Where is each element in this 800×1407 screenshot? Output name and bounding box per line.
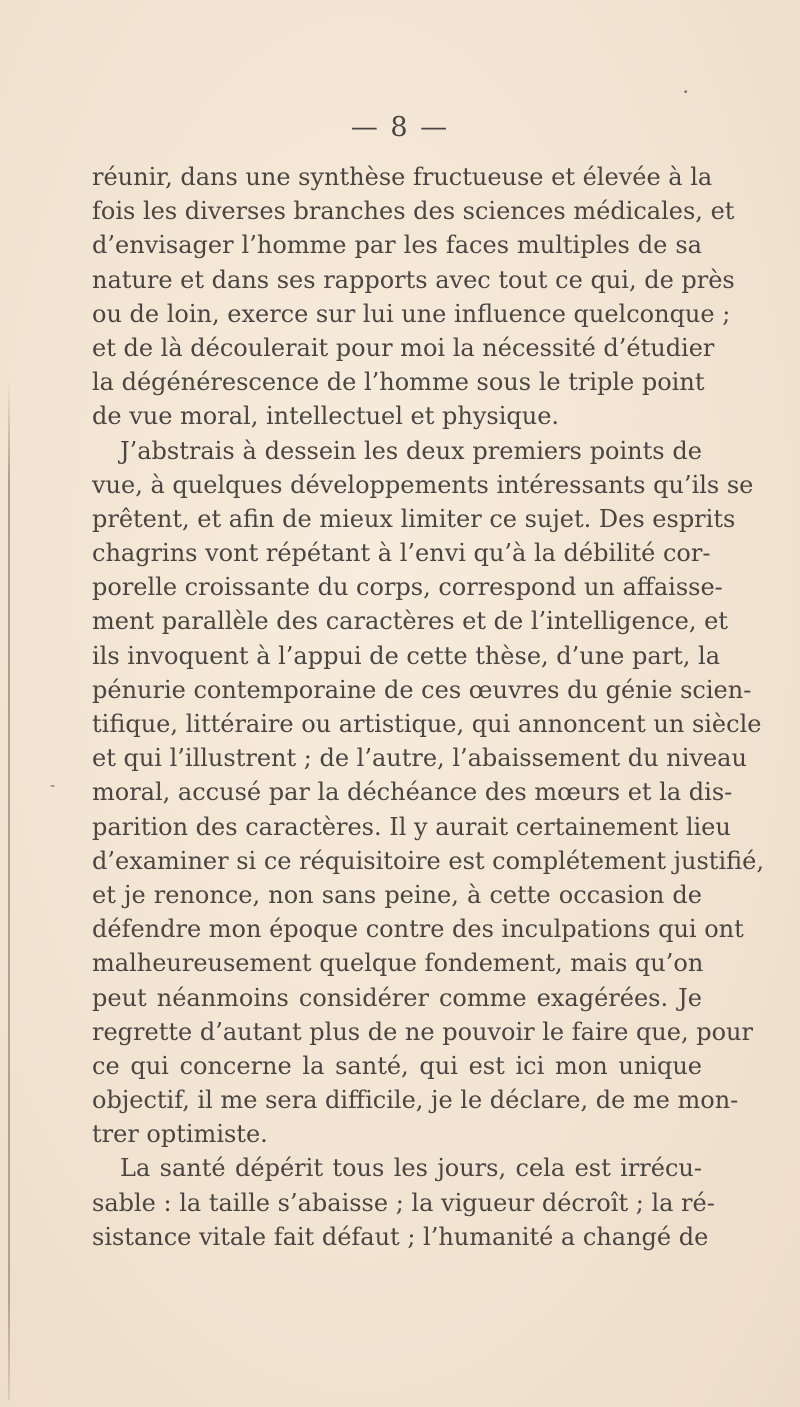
text-line: chagrins vont répétant à l’envi qu’à la débilité cor-	[92, 539, 711, 568]
text-line: objectif, il me sera difficile, je le déclare, de me mon-	[92, 1086, 739, 1115]
text-line: porelle croissante du corps, correspond un affaisse-	[92, 573, 723, 602]
text-line: réunir, dans une synthèse fructueuse et élevée à la	[92, 163, 713, 191]
page-number: — 8 —	[350, 112, 450, 143]
text-line: ment parallèle des caractères et de l’intelligence, et	[92, 607, 728, 636]
margin-dash-mark: -	[50, 778, 56, 794]
paragraph-start-line: La santé dépérit tous les jours, cela est irrécu-	[120, 1154, 702, 1183]
text-line: fois les diverses branches des sciences médicales, et	[92, 197, 735, 226]
body-text	[92, 160, 764, 1254]
text-line: sable : la taille s’abaisse ; la vigueur décroît ; la ré-	[92, 1188, 715, 1217]
text-line: d’examiner si ce réquisitoire est complétement justifié,	[92, 846, 764, 875]
text-line: ils invoquent à l’appui de cette thèse, d’une part, la	[92, 641, 721, 670]
text-line: vue, à quelques développements intéressants qu’ils se	[92, 470, 754, 499]
text-line: et de là découlerait pour moi la nécessité d’étudier	[92, 333, 715, 362]
paragraph-start-line: J’abstrais à dessein les deux premiers points de	[120, 436, 702, 465]
text-line: peut néanmoins considérer comme exagérées. Je	[92, 983, 702, 1012]
text-line: ou de loin, exerce sur lui une influence quelconque ;	[92, 299, 731, 328]
text-line: regrette d’autant plus de ne pouvoir le faire que, pour	[92, 1017, 753, 1046]
text-line: défendre mon époque contre des inculpations qui ont	[92, 915, 744, 944]
text-line: la dégénérescence de l’homme sous le triple point	[92, 368, 705, 397]
text-line: sistance vitale fait défaut ; l’humanité a changé de	[92, 1222, 709, 1251]
text-line: moral, accusé par la déchéance des mœurs et la dis-	[92, 778, 733, 807]
text-line: d’envisager l’homme par les faces multiples de sa	[92, 231, 702, 260]
text-line: ce qui concerne la santé, qui est ici mon unique	[92, 1051, 702, 1080]
text-line: malheureusement quelque fondement, mais qu’on	[92, 949, 704, 978]
text-line: trer optimiste.	[92, 1120, 268, 1149]
text-line: parition des caractères. Il y aurait certainement lieu	[92, 812, 731, 841]
text-line: pénurie contemporaine de ces œuvres du génie scien-	[92, 675, 752, 704]
text-line: et qui l’illustrent ; de l’autre, l’abaissement du niveau	[92, 744, 747, 773]
text-line: de vue moral, intellectuel et physique.	[92, 402, 560, 431]
text-line: tifique, littéraire ou artistique, qui annoncent un siècle	[92, 710, 762, 738]
text-line: et je renonce, non sans peine, à cette occasion de	[92, 880, 702, 909]
page-edge-shadow	[8, 380, 10, 1400]
text-line: nature et dans ses rapports avec tout ce qui, de près	[92, 265, 735, 294]
ink-speck: •	[683, 88, 689, 98]
text-line: prêtent, et afin de mieux limiter ce sujet. Des esprits	[92, 504, 736, 533]
